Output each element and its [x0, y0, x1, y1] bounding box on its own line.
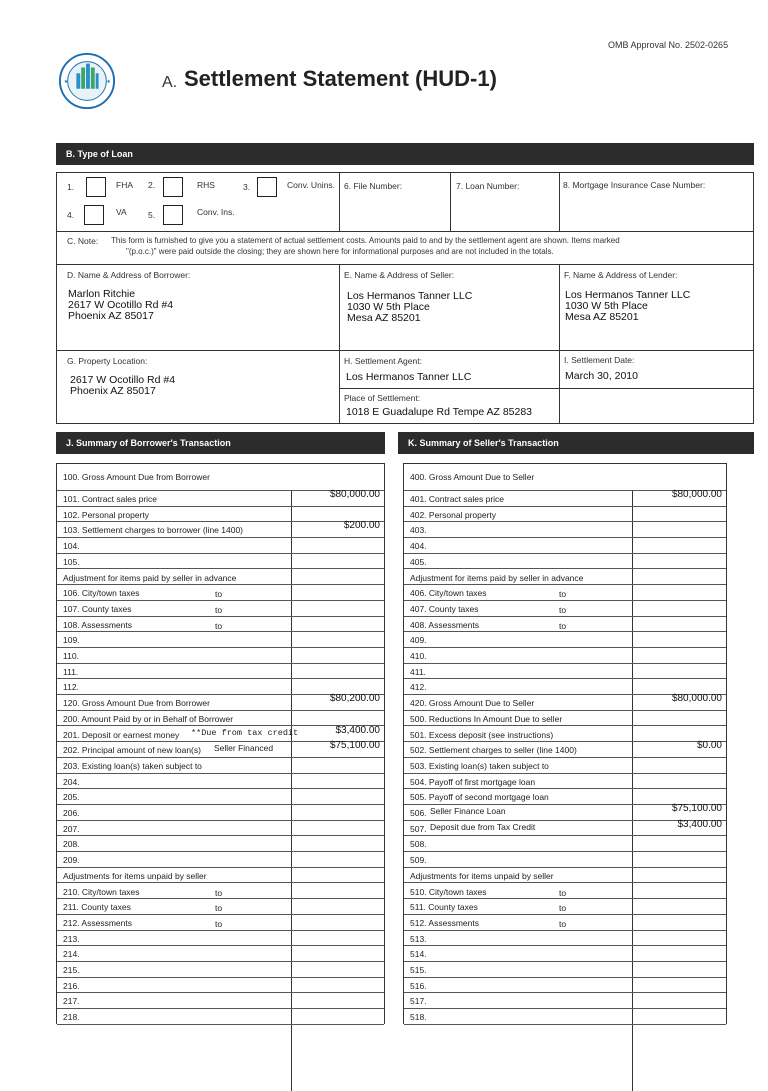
va-checkbox[interactable] — [84, 205, 104, 225]
row-label: 403. — [410, 525, 427, 536]
row-note-text: **Due from tax credit — [191, 727, 299, 738]
row-to-label: to — [559, 620, 567, 631]
row-to-label: to — [215, 903, 223, 914]
table-row — [57, 805, 384, 821]
seller-city: Mesa AZ 85201 — [347, 312, 421, 324]
row-amount: $80,000.00 — [671, 693, 722, 705]
table-row — [404, 884, 726, 900]
row-label: 420. Gross Amount Due to Seller — [410, 698, 535, 709]
table-row — [404, 758, 726, 774]
row-label: 513. — [410, 933, 427, 944]
row-label: 106. City/town taxes — [63, 588, 140, 599]
place-of-settlement: 1018 E Guadalupe Rd Tempe AZ 85283 — [346, 406, 533, 418]
row-label: 215. — [63, 965, 80, 975]
seller-street: 1030 W 5th Place — [347, 301, 430, 313]
table-row — [57, 899, 384, 915]
table-row — [57, 742, 384, 758]
table-row — [404, 868, 726, 884]
table-row — [404, 899, 726, 915]
row-amount: $200.00 — [343, 520, 380, 532]
page-title: Settlement Statement (HUD-1) — [184, 66, 497, 91]
row-to-label: to — [559, 887, 567, 898]
row-label: 515. — [410, 965, 427, 975]
row-to-label: to — [215, 589, 223, 600]
row-label: 200. Amount Paid by or in Behalf of Borrower — [63, 713, 234, 724]
table-row — [404, 774, 726, 790]
table-row — [57, 946, 384, 962]
row-amount: $75,100.00 — [329, 740, 380, 752]
row-label: 500. Reductions In Amount Due to seller — [410, 713, 563, 724]
row-label: 517. — [410, 996, 427, 1007]
row-label: 120. Gross Amount Due from Borrower — [63, 698, 210, 709]
row-label: 216. — [63, 980, 80, 991]
row-extra-text: Seller Financed — [214, 743, 274, 754]
row-label: 100. Gross Amount Due from Borrower — [63, 472, 210, 482]
row-to-label: to — [559, 918, 567, 929]
row-label: 202. Principal amount of new loan(s) — [63, 745, 201, 756]
table-row — [404, 491, 726, 507]
row-label: 111. — [63, 666, 79, 677]
row-label: 109. — [63, 635, 80, 646]
table-row — [57, 1009, 384, 1025]
table-row — [57, 601, 384, 617]
row-extra-text: Seller Finance Loan — [430, 806, 506, 816]
loan-number-label: 7. Loan Number: — [456, 181, 520, 191]
va-label: VA — [116, 207, 127, 217]
row-label: 209. — [63, 855, 80, 866]
row-to-label: to — [215, 604, 223, 615]
svg-text:★: ★ — [63, 79, 69, 85]
note-label: C. Note: — [67, 236, 99, 246]
row-label: 411. — [410, 666, 426, 677]
table-row — [404, 632, 726, 648]
table-row — [404, 978, 726, 994]
row-label: 410. — [410, 651, 427, 661]
row-label: 404. — [410, 541, 427, 552]
seller-summary-bar: K. Summary of Seller's Transaction — [398, 432, 754, 454]
table-row — [404, 570, 726, 586]
row-label: 110. — [63, 651, 79, 661]
row-label: 207. — [63, 823, 80, 834]
row-label: Adjustment for items paid by seller in advance — [410, 572, 584, 583]
row-label: 516. — [410, 980, 427, 991]
table-row — [404, 585, 726, 601]
note-line-2: "(p.o.c.)" were paid outside the closing; they are shown here for informational purposes and are not included in the totals. — [126, 247, 554, 256]
row-amount: $80,000.00 — [329, 489, 380, 500]
note-line-1: This form is furnished to give you a statement of actual settlement costs. Amounts paid to and by the settlement agent are shown. Items marked — [111, 236, 620, 245]
table-row — [57, 522, 384, 538]
table-row — [57, 836, 384, 852]
row-to-label: to — [559, 589, 567, 600]
table-row — [57, 648, 384, 664]
row-label: 213. — [63, 933, 80, 944]
loan-type-5-num: 5. — [148, 210, 156, 220]
table-row — [57, 617, 384, 633]
conv-unins-checkbox[interactable] — [257, 177, 277, 197]
lender-label: F. Name & Address of Lender: — [564, 270, 678, 280]
hud-seal-icon — [58, 52, 116, 110]
table-row — [57, 915, 384, 931]
row-to-label: to — [215, 918, 223, 929]
borrower-summary-bar: J. Summary of Borrower's Transaction — [56, 432, 385, 454]
row-label: 511. County taxes — [410, 902, 478, 913]
table-row — [404, 554, 726, 570]
row-label: 401. Contract sales price — [410, 494, 505, 504]
loan-type-4-num: 4. — [67, 210, 75, 220]
row-label: 504. Payoff of first mortgage loan — [410, 776, 536, 787]
row-label: 505. Payoff of second mortgage loan — [410, 792, 549, 803]
table-row — [404, 818, 726, 837]
table-row — [404, 1009, 726, 1025]
loan-type-3-num: 3. — [243, 182, 251, 192]
row-label: 210. City/town taxes — [63, 886, 140, 897]
row-label: 112. — [63, 682, 79, 693]
row-label: Adjustments for items unpaid by seller — [410, 870, 554, 881]
settlement-date: March 30, 2010 — [565, 370, 638, 382]
table-row — [404, 836, 726, 852]
borrower-street: 2617 W Ocotillo Rd #4 — [68, 299, 174, 311]
table-row — [57, 931, 384, 947]
borrower-name: Marlon Ritchie — [68, 288, 136, 300]
row-label: 510. City/town taxes — [410, 886, 487, 897]
row-label: Adjustments for items unpaid by seller — [63, 870, 207, 881]
row-extra-text: Deposit due from Tax Credit — [430, 821, 536, 832]
table-row — [57, 507, 384, 523]
property-street: 2617 W Ocotillo Rd #4 — [70, 374, 176, 386]
row-label: 409. — [410, 635, 427, 646]
property-label: G. Property Location: — [67, 356, 148, 366]
table-row — [57, 962, 384, 978]
table-row — [404, 915, 726, 931]
conv-ins-checkbox[interactable] — [163, 205, 183, 225]
row-label: 206. — [63, 808, 80, 818]
row-to-label: to — [559, 604, 567, 615]
row-label: 107. County taxes — [63, 603, 132, 614]
row-label: 211. County taxes — [63, 902, 131, 913]
seller-summary-table — [403, 463, 727, 1024]
borrower-city: Phoenix AZ 85017 — [68, 310, 154, 322]
row-amount: $80,000.00 — [671, 489, 722, 500]
row-label: 104. — [63, 541, 80, 552]
row-label: 402. Personal property — [410, 509, 496, 520]
table-row — [404, 711, 726, 727]
row-label: 406. City/town taxes — [410, 588, 487, 599]
conv-unins-label: Conv. Unins. — [287, 180, 336, 190]
property-city: Phoenix AZ 85017 — [70, 385, 156, 397]
table-row — [404, 727, 726, 743]
table-row — [57, 868, 384, 884]
lender-name: Los Hermanos Tanner LLC — [565, 289, 691, 301]
table-row — [404, 742, 726, 758]
title-letter: A. — [162, 74, 178, 91]
table-row — [57, 821, 384, 837]
lender-city: Mesa AZ 85201 — [565, 311, 639, 323]
row-label: 205. — [63, 792, 80, 803]
row-amount: $75,100.00 — [671, 803, 722, 814]
lender-street: 1030 W 5th Place — [565, 300, 648, 312]
row-to-label: to — [215, 620, 223, 631]
row-amount: $80,200.00 — [329, 693, 380, 705]
conv-ins-label: Conv. Ins. — [197, 207, 235, 217]
omb-approval: OMB Approval No. 2502-0265 — [608, 40, 729, 50]
row-label: 503. Existing loan(s) taken subject to — [410, 760, 549, 771]
row-label: 508. — [410, 839, 427, 850]
table-row — [57, 993, 384, 1009]
table-row — [404, 852, 726, 868]
settlement-agent: Los Hermanos Tanner LLC — [346, 371, 472, 383]
row-label: 502. Settlement charges to seller (line 1400) — [410, 745, 577, 756]
row-label: 217. — [63, 996, 80, 1007]
table-row — [57, 554, 384, 570]
table-row — [57, 852, 384, 868]
table-row — [57, 491, 384, 507]
seller-name: Los Hermanos Tanner LLC — [347, 290, 473, 302]
row-label: 108. Assessments — [63, 619, 132, 630]
row-label: 204. — [63, 776, 80, 787]
row-label: 518. — [410, 1012, 427, 1023]
table-row — [404, 993, 726, 1009]
settlement-agent-label: H. Settlement Agent: — [344, 356, 422, 366]
row-label: 501. Excess deposit (see instructions) — [410, 729, 554, 740]
row-label: 103. Settlement charges to borrower (line 1400) — [63, 525, 244, 536]
svg-text:★: ★ — [106, 79, 111, 85]
row-label: 208. — [63, 839, 80, 850]
row-label: 400. Gross Amount Due to Seller — [410, 472, 535, 482]
settlement-date-label: I. Settlement Date: — [564, 355, 635, 365]
table-row — [404, 522, 726, 538]
row-label: 405. — [410, 556, 427, 567]
rhs-checkbox[interactable] — [163, 177, 183, 197]
fha-checkbox[interactable] — [86, 177, 106, 197]
table-row — [57, 632, 384, 648]
table-row — [404, 538, 726, 554]
table-row — [404, 648, 726, 664]
row-to-label: to — [215, 887, 223, 898]
table-row — [57, 570, 384, 586]
row-amount: $3,400.00 — [335, 724, 380, 736]
table-row — [57, 695, 384, 711]
table-row — [404, 664, 726, 680]
table-row — [404, 946, 726, 962]
seller-label: E. Name & Address of Seller: — [344, 270, 455, 280]
table-row — [404, 931, 726, 947]
table-row — [57, 585, 384, 601]
table-row — [57, 774, 384, 790]
table-row — [404, 962, 726, 978]
table-row — [57, 884, 384, 900]
table-row — [404, 617, 726, 633]
borrower-label: D. Name & Address of Borrower: — [67, 270, 191, 280]
section-b-bar: B. Type of Loan — [56, 143, 754, 165]
row-label: 514. — [410, 949, 427, 960]
table-row — [404, 695, 726, 711]
row-label: 412. — [410, 682, 427, 693]
borrower-summary-table — [56, 463, 385, 1024]
table-row — [57, 538, 384, 554]
row-label: 509. — [410, 855, 427, 866]
row-label: 214. — [63, 949, 80, 960]
row-label: Adjustment for items paid by seller in advance — [63, 572, 237, 583]
table-row — [57, 758, 384, 774]
row-label: 102. Personal property — [63, 509, 149, 520]
file-number-label: 6. File Number: — [344, 181, 403, 191]
table-row — [404, 464, 726, 491]
rhs-label: RHS — [197, 180, 215, 190]
row-amount: $0.00 — [696, 740, 722, 752]
row-to-label: to — [559, 903, 567, 914]
row-label: 201. Deposit or earnest money — [63, 729, 180, 740]
row-label: 512. Assessments — [410, 917, 479, 928]
row-label: 203. Existing loan(s) taken subject to — [63, 760, 202, 771]
row-label: 507. — [410, 823, 427, 834]
row-amount: $3,400.00 — [677, 818, 722, 830]
row-label: 105. — [63, 556, 80, 567]
row-label: 101. Contract sales price — [63, 494, 158, 504]
table-row — [57, 664, 384, 680]
fha-label: FHA — [116, 180, 133, 190]
table-row — [57, 789, 384, 805]
mortgage-insurance-label: 8. Mortgage Insurance Case Number: — [563, 180, 706, 190]
row-label: 407. County taxes — [410, 603, 479, 614]
table-row — [57, 464, 384, 491]
loan-type-1-num: 1. — [67, 182, 75, 192]
loan-type-2-num: 2. — [148, 180, 156, 190]
row-label: 212. Assessments — [63, 917, 132, 928]
row-label: 218. — [63, 1012, 80, 1023]
place-label: Place of Settlement: — [344, 393, 421, 403]
row-label: 506. — [410, 808, 427, 818]
table-row — [404, 507, 726, 523]
table-row — [57, 978, 384, 994]
table-row — [404, 601, 726, 617]
row-label: 408. Assessments — [410, 619, 479, 630]
